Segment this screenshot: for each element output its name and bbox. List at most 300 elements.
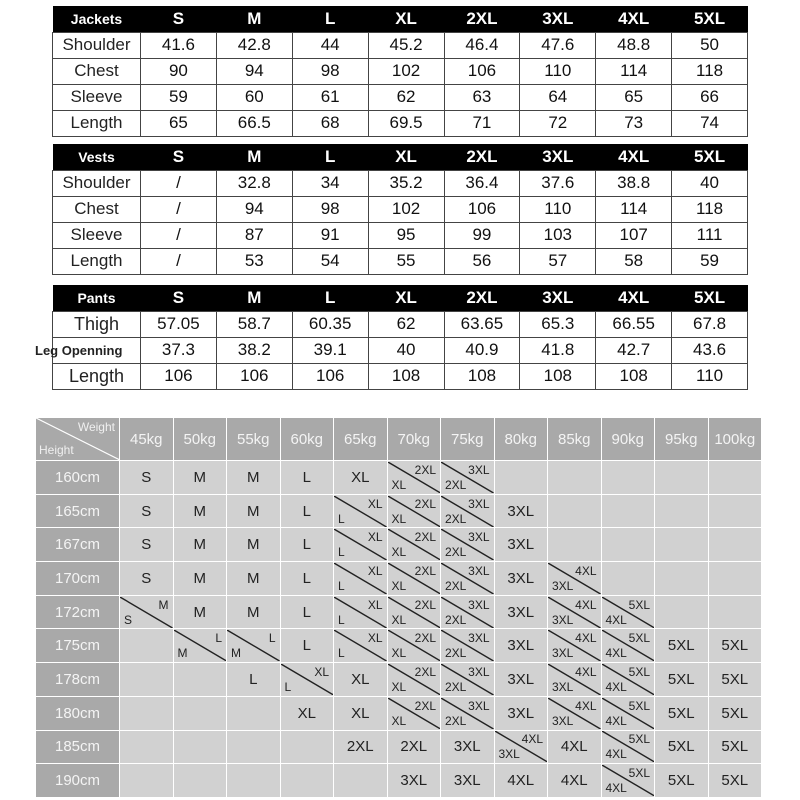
size-recommendation-cell xyxy=(387,663,441,697)
size-recommendation-cell xyxy=(601,461,655,495)
size-header-3xl: 3XL xyxy=(520,285,596,311)
measurement-cell: 32.8 xyxy=(216,170,292,196)
weight-header-80kg: 80kg xyxy=(494,418,548,461)
measurement-cell: 114 xyxy=(596,196,672,222)
pants-size-table xyxy=(35,285,748,390)
split-size-cell xyxy=(334,563,387,594)
corner-weight-label: Weight xyxy=(77,420,115,434)
measurement-cell: 54 xyxy=(292,248,368,274)
measurement-cell: 102 xyxy=(368,58,444,84)
measurement-cell: 60.35 xyxy=(292,311,368,337)
smaller-size-label: 3XL xyxy=(552,713,574,728)
larger-size-label: 3XL xyxy=(468,631,490,646)
measurement-cell: 48.8 xyxy=(596,32,672,58)
split-size-cell xyxy=(388,630,441,661)
size-recommendation-cell xyxy=(120,663,174,697)
size-recommendation-cell xyxy=(548,663,602,697)
measurement-cell: 94 xyxy=(216,58,292,84)
measurement-cell: 58.7 xyxy=(216,311,292,337)
height-label-180cm: 180cm xyxy=(36,696,120,730)
smaller-size-label: XL xyxy=(391,511,407,526)
split-size-cell xyxy=(334,529,387,560)
size-recommendation-cell: M xyxy=(227,528,281,562)
table-row xyxy=(53,248,748,274)
table-row xyxy=(53,337,748,363)
smaller-size-label: L xyxy=(338,646,345,661)
size-recommendation-cell xyxy=(227,696,281,730)
measurement-cell: 106 xyxy=(216,363,292,389)
smaller-size-label: 3XL xyxy=(498,747,520,762)
pants-title: Pants xyxy=(53,285,141,311)
smaller-size-label: 2XL xyxy=(445,612,467,627)
measurement-cell: 37.6 xyxy=(520,170,596,196)
smaller-size-label: 3XL xyxy=(552,646,574,661)
size-header-3xl: 3XL xyxy=(520,6,596,32)
measurement-cell: 58 xyxy=(596,248,672,274)
split-size-cell xyxy=(388,698,441,729)
size-recommendation-cell: M xyxy=(173,562,227,596)
measurement-cell: 38.2 xyxy=(216,337,292,363)
smaller-size-label: S xyxy=(124,612,133,627)
larger-size-label: 2XL xyxy=(414,597,436,612)
size-recommendation-cell: 2XL xyxy=(387,730,441,764)
measurement-cell: 44 xyxy=(292,32,368,58)
split-size-cell xyxy=(441,597,494,628)
row-label-sleeve: Sleeve xyxy=(53,222,141,248)
size-recommendation-cell xyxy=(548,528,602,562)
split-size-cell xyxy=(441,698,494,729)
split-size-cell xyxy=(441,496,494,527)
size-recommendation-cell xyxy=(708,494,762,528)
vests-size-table xyxy=(52,144,748,275)
grid-row xyxy=(36,528,762,562)
row-label-sleeve: Sleeve xyxy=(53,84,141,110)
measurement-cell: 46.4 xyxy=(444,32,520,58)
split-size-cell xyxy=(602,597,655,628)
vests-header-row xyxy=(53,144,748,170)
smaller-size-label: M xyxy=(231,646,241,661)
size-recommendation-cell: L xyxy=(227,663,281,697)
jackets-size-table xyxy=(52,6,748,137)
row-label-thigh: Thigh xyxy=(53,311,141,337)
size-recommendation-cell xyxy=(708,595,762,629)
size-recommendation-cell: 5XL xyxy=(708,663,762,697)
size-recommendation-cell xyxy=(441,595,495,629)
size-recommendation-cell: L xyxy=(280,595,334,629)
row-label-length: Length xyxy=(53,248,141,274)
grid-row xyxy=(36,663,762,697)
measurement-cell: 41.8 xyxy=(520,337,596,363)
grid-row xyxy=(36,629,762,663)
size-recommendation-cell xyxy=(334,562,388,596)
table-row xyxy=(53,170,748,196)
size-recommendation-cell xyxy=(601,629,655,663)
measurement-cell: 66 xyxy=(672,84,748,110)
size-recommendation-cell: 5XL xyxy=(655,764,709,798)
height-label-175cm: 175cm xyxy=(36,629,120,663)
weight-header-50kg: 50kg xyxy=(173,418,227,461)
larger-size-label: 2XL xyxy=(414,530,436,545)
measurement-cell: 62 xyxy=(368,311,444,337)
measurement-cell: 38.8 xyxy=(596,170,672,196)
size-recommendation-cell xyxy=(655,461,709,495)
size-recommendation-cell xyxy=(334,528,388,562)
size-header-s: S xyxy=(141,285,217,311)
size-header-2xl: 2XL xyxy=(444,144,520,170)
size-header-2xl: 2XL xyxy=(444,6,520,32)
measurement-cell: 57 xyxy=(520,248,596,274)
size-recommendation-cell xyxy=(387,528,441,562)
measurement-cell: 108 xyxy=(368,363,444,389)
size-recommendation-cell xyxy=(334,629,388,663)
smaller-size-label: XL xyxy=(391,646,407,661)
size-recommendation-cell xyxy=(120,595,174,629)
size-recommendation-cell xyxy=(173,764,227,798)
split-size-cell xyxy=(548,630,601,661)
height-label-190cm: 190cm xyxy=(36,764,120,798)
measurement-cell: 43.6 xyxy=(672,337,748,363)
size-header-m: M xyxy=(216,6,292,32)
measurement-cell: 55 xyxy=(368,248,444,274)
size-header-l: L xyxy=(292,144,368,170)
larger-size-label: 2XL xyxy=(414,631,436,646)
smaller-size-label: 2XL xyxy=(445,477,467,492)
size-header-l: L xyxy=(292,6,368,32)
split-size-cell xyxy=(388,563,441,594)
size-recommendation-cell: M xyxy=(173,528,227,562)
size-header-m: M xyxy=(216,144,292,170)
size-recommendation-cell: L xyxy=(280,494,334,528)
size-recommendation-cell xyxy=(120,629,174,663)
larger-size-label: 5XL xyxy=(628,732,650,747)
smaller-size-label: 3XL xyxy=(552,679,574,694)
measurement-cell: 34 xyxy=(292,170,368,196)
weight-header-55kg: 55kg xyxy=(227,418,281,461)
measurement-cell: / xyxy=(141,170,217,196)
larger-size-label: XL xyxy=(367,496,383,511)
size-recommendation-cell xyxy=(387,696,441,730)
smaller-size-label: L xyxy=(338,511,345,526)
size-recommendation-cell: M xyxy=(227,461,281,495)
measurement-cell: 73 xyxy=(596,110,672,136)
size-recommendation-cell: XL xyxy=(334,696,388,730)
size-header-s: S xyxy=(141,144,217,170)
smaller-size-label: 4XL xyxy=(605,781,627,796)
split-size-cell xyxy=(441,630,494,661)
weight-header-100kg: 100kg xyxy=(708,418,762,461)
measurement-cell: 110 xyxy=(672,363,748,389)
size-recommendation-cell xyxy=(120,696,174,730)
size-recommendation-cell xyxy=(173,629,227,663)
size-recommendation-cell: 2XL xyxy=(334,730,388,764)
measurement-cell: 71 xyxy=(444,110,520,136)
measurement-cell: 37.3 xyxy=(141,337,217,363)
smaller-size-label: 4XL xyxy=(605,747,627,762)
smaller-size-label: L xyxy=(338,612,345,627)
size-recommendation-cell: S xyxy=(120,528,174,562)
height-label-170cm: 170cm xyxy=(36,562,120,596)
size-recommendation-cell: 3XL xyxy=(441,764,495,798)
size-recommendation-cell xyxy=(548,461,602,495)
measurement-cell: 65.3 xyxy=(520,311,596,337)
height-label-167cm: 167cm xyxy=(36,528,120,562)
size-recommendation-cell xyxy=(441,494,495,528)
size-header-2xl: 2XL xyxy=(444,285,520,311)
split-size-cell xyxy=(388,462,441,493)
size-recommendation-cell: S xyxy=(120,562,174,596)
size-header-xl: XL xyxy=(368,6,444,32)
measurement-cell: 36.4 xyxy=(444,170,520,196)
measurement-cell: 40.9 xyxy=(444,337,520,363)
measurement-cell: 65 xyxy=(141,110,217,136)
measurement-cell: 63 xyxy=(444,84,520,110)
height-label-160cm: 160cm xyxy=(36,461,120,495)
larger-size-label: 4XL xyxy=(575,563,597,578)
larger-size-label: XL xyxy=(367,597,383,612)
size-recommendation-cell xyxy=(601,764,655,798)
size-recommendation-cell: XL xyxy=(280,696,334,730)
smaller-size-label: 2XL xyxy=(445,578,467,593)
size-recommendation-cell: M xyxy=(227,595,281,629)
grid-row xyxy=(36,562,762,596)
measurement-cell: 59 xyxy=(141,84,217,110)
size-recommendation-cell: L xyxy=(280,562,334,596)
measurement-cell: 67.8 xyxy=(672,311,748,337)
split-size-cell xyxy=(441,529,494,560)
table-row xyxy=(53,58,748,84)
split-size-cell xyxy=(227,630,280,661)
size-recommendation-cell xyxy=(441,629,495,663)
larger-size-label: 2XL xyxy=(414,462,436,477)
size-recommendation-cell xyxy=(655,528,709,562)
split-size-cell xyxy=(548,664,601,695)
measurement-cell: 69.5 xyxy=(368,110,444,136)
size-recommendation-cell xyxy=(441,461,495,495)
size-recommendation-cell xyxy=(494,730,548,764)
table-row xyxy=(53,222,748,248)
size-recommendation-cell xyxy=(387,461,441,495)
table-row xyxy=(53,32,748,58)
size-recommendation-cell: S xyxy=(120,494,174,528)
measurement-cell: 72 xyxy=(520,110,596,136)
measurement-cell: 53 xyxy=(216,248,292,274)
split-size-cell xyxy=(441,462,494,493)
size-recommendation-cell: M xyxy=(173,494,227,528)
size-recommendation-cell xyxy=(548,562,602,596)
split-size-cell xyxy=(334,630,387,661)
row-label-chest: Chest xyxy=(53,196,141,222)
jackets-header-row xyxy=(53,6,748,32)
vests-title: Vests xyxy=(53,144,141,170)
measurement-cell: 40 xyxy=(672,170,748,196)
larger-size-label: 5XL xyxy=(628,766,650,781)
size-header-4xl: 4XL xyxy=(596,285,672,311)
size-recommendation-cell: M xyxy=(173,461,227,495)
larger-size-label: XL xyxy=(367,563,383,578)
size-recommendation-cell xyxy=(387,629,441,663)
grid-corner-cell xyxy=(36,418,120,461)
size-recommendation-cell xyxy=(387,595,441,629)
size-recommendation-cell xyxy=(441,562,495,596)
weight-header-75kg: 75kg xyxy=(441,418,495,461)
size-header-m: M xyxy=(216,285,292,311)
measurement-cell: 56 xyxy=(444,248,520,274)
split-size-cell xyxy=(602,765,655,796)
size-recommendation-cell xyxy=(708,461,762,495)
size-recommendation-cell: XL xyxy=(334,461,388,495)
larger-size-label: 5XL xyxy=(628,698,650,713)
larger-size-label: L xyxy=(215,631,222,646)
larger-size-label: 2XL xyxy=(414,496,436,511)
measurement-cell: 95 xyxy=(368,222,444,248)
split-size-cell xyxy=(495,731,548,762)
size-recommendation-cell: 4XL xyxy=(494,764,548,798)
measurement-cell: 110 xyxy=(520,196,596,222)
weight-header-95kg: 95kg xyxy=(655,418,709,461)
smaller-size-label: M xyxy=(177,646,188,661)
size-recommendation-cell: 5XL xyxy=(708,764,762,798)
table-row xyxy=(53,110,748,136)
size-recommendation-cell xyxy=(334,494,388,528)
size-recommendation-cell: 3XL xyxy=(494,595,548,629)
smaller-size-label: 2XL xyxy=(445,713,467,728)
weight-header-65kg: 65kg xyxy=(334,418,388,461)
size-recommendation-cell: 4XL xyxy=(548,730,602,764)
split-size-cell xyxy=(388,664,441,695)
smaller-size-label: XL xyxy=(391,713,407,728)
size-recommendation-cell xyxy=(601,696,655,730)
measurement-cell: 62 xyxy=(368,84,444,110)
larger-size-label: 4XL xyxy=(521,732,543,747)
size-recommendation-cell: 5XL xyxy=(655,629,709,663)
split-size-cell xyxy=(602,664,655,695)
measurement-cell: 68 xyxy=(292,110,368,136)
split-size-cell xyxy=(602,731,655,762)
size-recommendation-cell xyxy=(441,528,495,562)
height-label-185cm: 185cm xyxy=(36,730,120,764)
smaller-size-label: 3XL xyxy=(552,612,574,627)
size-recommendation-cell: 5XL xyxy=(655,663,709,697)
measurement-cell: / xyxy=(141,248,217,274)
size-recommendation-cell: L xyxy=(280,528,334,562)
height-label-178cm: 178cm xyxy=(36,663,120,697)
larger-size-label: 3XL xyxy=(468,664,490,679)
size-recommendation-cell xyxy=(601,595,655,629)
size-recommendation-cell: M xyxy=(227,494,281,528)
size-header-s: S xyxy=(141,6,217,32)
size-header-l: L xyxy=(292,285,368,311)
size-recommendation-cell xyxy=(655,494,709,528)
larger-size-label: 4XL xyxy=(575,664,597,679)
size-recommendation-cell: S xyxy=(120,461,174,495)
size-recommendation-cell: M xyxy=(227,562,281,596)
larger-size-label: XL xyxy=(367,631,383,646)
weight-height-size-grid xyxy=(35,417,761,798)
size-recommendation-cell xyxy=(280,764,334,798)
weight-header-60kg: 60kg xyxy=(280,418,334,461)
size-recommendation-cell: 5XL xyxy=(655,696,709,730)
grid-row xyxy=(36,461,762,495)
measurement-cell: 63.65 xyxy=(444,311,520,337)
smaller-size-label: 3XL xyxy=(552,578,574,593)
size-header-5xl: 5XL xyxy=(672,144,748,170)
measurement-cell: 50 xyxy=(672,32,748,58)
size-recommendation-cell xyxy=(227,629,281,663)
measurement-cell: 118 xyxy=(672,58,748,84)
size-recommendation-cell xyxy=(601,528,655,562)
split-size-cell xyxy=(174,630,227,661)
split-size-cell xyxy=(334,496,387,527)
split-size-cell xyxy=(388,597,441,628)
split-size-cell xyxy=(120,597,173,628)
smaller-size-label: XL xyxy=(391,679,407,694)
smaller-size-label: XL xyxy=(391,612,407,627)
grid-row xyxy=(36,595,762,629)
size-recommendation-cell: 5XL xyxy=(708,629,762,663)
size-header-4xl: 4XL xyxy=(596,6,672,32)
larger-size-label: 3XL xyxy=(468,597,490,612)
measurement-cell: 108 xyxy=(444,363,520,389)
size-recommendation-cell xyxy=(708,528,762,562)
size-recommendation-cell xyxy=(548,595,602,629)
row-label-leg-openning xyxy=(35,337,141,363)
table-row xyxy=(53,196,748,222)
measurement-cell: 110 xyxy=(520,58,596,84)
measurement-cell: 74 xyxy=(672,110,748,136)
size-recommendation-cell xyxy=(227,764,281,798)
corner-height-label: Height xyxy=(39,443,74,457)
size-recommendation-cell: 4XL xyxy=(548,764,602,798)
split-size-cell xyxy=(388,529,441,560)
measurement-cell: 42.7 xyxy=(596,337,672,363)
measurement-cell: 106 xyxy=(141,363,217,389)
weight-header-45kg: 45kg xyxy=(120,418,174,461)
smaller-size-label: 2XL xyxy=(445,679,467,694)
measurement-cell: 90 xyxy=(141,58,217,84)
row-label-chest: Chest xyxy=(53,58,141,84)
smaller-size-label: 2XL xyxy=(445,545,467,560)
size-recommendation-cell xyxy=(173,663,227,697)
split-size-cell xyxy=(334,597,387,628)
smaller-size-label: 4XL xyxy=(605,679,627,694)
weight-header-90kg: 90kg xyxy=(601,418,655,461)
size-recommendation-cell xyxy=(548,696,602,730)
size-header-xl: XL xyxy=(368,144,444,170)
table-row xyxy=(53,311,748,337)
size-recommendation-cell: M xyxy=(173,595,227,629)
larger-size-label: 4XL xyxy=(575,597,597,612)
smaller-size-label: XL xyxy=(391,545,407,560)
split-size-cell xyxy=(281,664,334,695)
larger-size-label: XL xyxy=(367,530,383,545)
larger-size-label: XL xyxy=(314,664,329,679)
larger-size-label: 3XL xyxy=(468,530,490,545)
height-label-165cm: 165cm xyxy=(36,494,120,528)
size-recommendation-cell: L xyxy=(280,461,334,495)
jackets-title: Jackets xyxy=(53,6,141,32)
measurement-cell: 118 xyxy=(672,196,748,222)
measurement-cell: 64 xyxy=(520,84,596,110)
larger-size-label: 2XL xyxy=(414,698,436,713)
smaller-size-label: L xyxy=(338,545,345,560)
size-recommendation-cell xyxy=(120,730,174,764)
size-recommendation-cell xyxy=(280,663,334,697)
grid-weight-header-row xyxy=(36,418,762,461)
row-label-text: Leg Openning xyxy=(35,342,123,358)
split-size-cell xyxy=(548,597,601,628)
smaller-size-label: 4XL xyxy=(605,713,627,728)
size-recommendation-cell xyxy=(334,764,388,798)
